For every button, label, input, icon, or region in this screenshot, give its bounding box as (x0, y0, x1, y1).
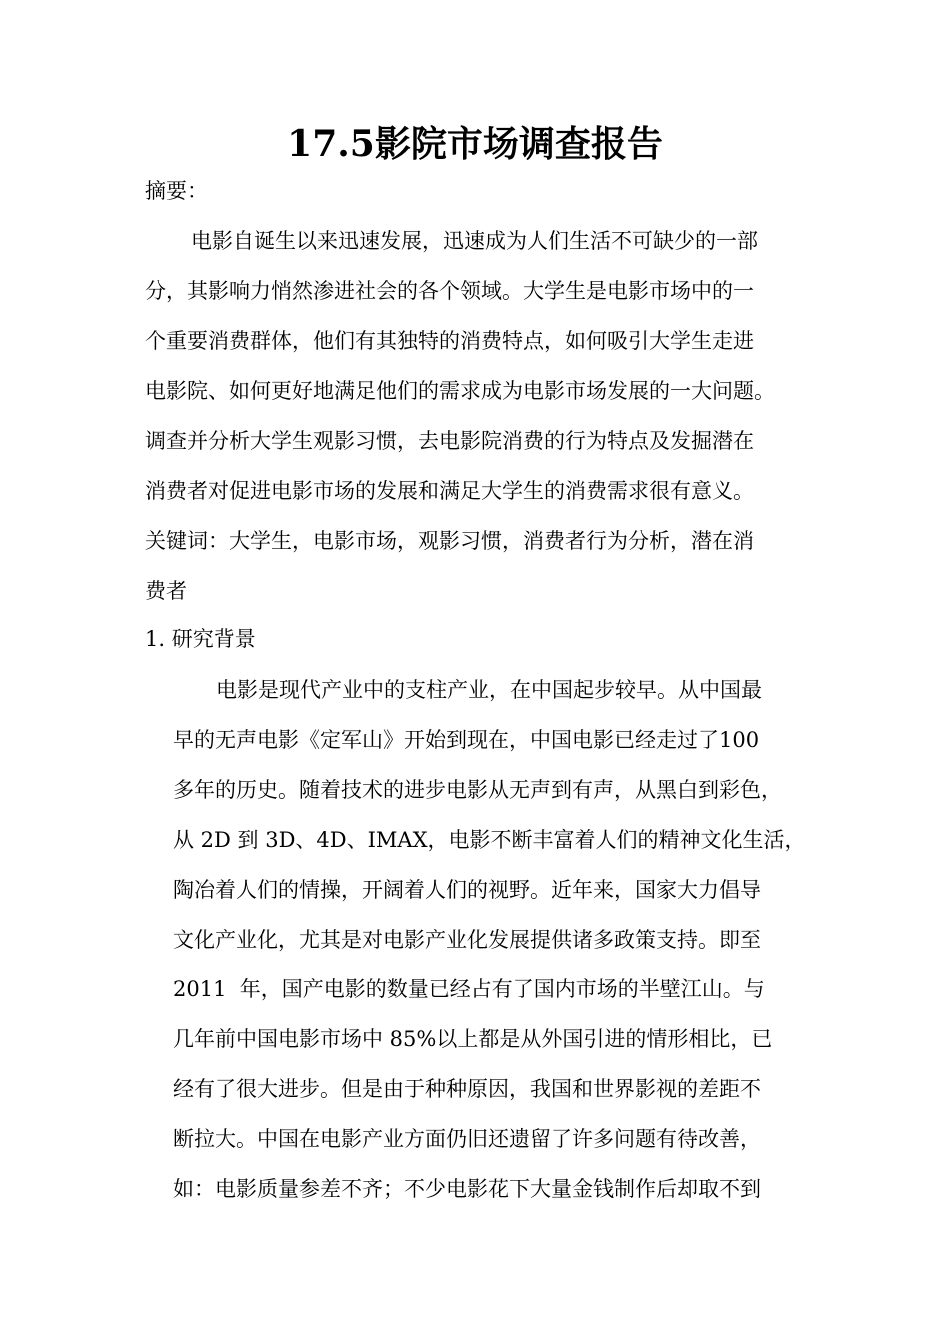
body-line: 陶冶着人们的情操，开阔着人们的视野。近年来，国家大力倡导 (173, 878, 761, 902)
body-line: 早的无声电影《定军山》开始到现在，中国电影已经走过了100 (173, 728, 760, 752)
section-heading: 1. 研究背景 (145, 627, 256, 651)
body-line: 文化产业化，尤其是对电影产业化发展提供诸多政策支持。即至 (173, 928, 761, 952)
body-line: 2011 年，国产电影的数量已经占有了国内市场的半壁江山。与 (173, 977, 765, 1001)
body-line: 经有了很大进步。但是由于种种原因，我国和世界影视的差距不 (173, 1077, 761, 1101)
keywords-line: 关键词：大学生，电影市场，观影习惯，消费者行为分析，潜在消 (145, 529, 754, 553)
body-line: 多年的历史。随着技术的进步电影从无声到有声，从黑白到彩色， (173, 778, 782, 802)
abstract-line: 分，其影响力悄然渗进社会的各个领域。大学生是电影市场中的一 (145, 279, 754, 303)
abstract-line: 电影自诞生以来迅速发展，迅速成为人们生活不可缺少的一部 (191, 229, 758, 253)
body-line: 从 2D 到 3D、4D、IMAX，电影不断丰富着人们的精神文化生活， (173, 828, 806, 852)
body-line: 断拉大。中国在电影产业方面仍旧还遗留了许多问题有待改善， (173, 1127, 761, 1151)
body-line: 几年前中国电影市场中 85%以上都是从外国引进的情形相比，已 (173, 1027, 773, 1051)
document-title: 17.5影院市场调查报告 (287, 123, 663, 165)
abstract-line: 个重要消费群体，他们有其独特的消费特点，如何吸引大学生走进 (145, 329, 754, 353)
body-line: 电影是现代产业中的支柱产业，在中国起步较早。从中国最 (216, 678, 762, 702)
abstract-line: 调查并分析大学生观影习惯，去电影院消费的行为特点及发掘潜在 (145, 429, 754, 453)
abstract-line: 电影院、如何更好地满足他们的需求成为电影市场发展的一大问题。 (145, 379, 775, 403)
keywords-line: 费者 (145, 579, 187, 603)
abstract-heading: 摘要： (145, 179, 208, 203)
abstract-line: 消费者对促进电影市场的发展和满足大学生的消费需求很有意义。 (145, 479, 754, 503)
body-line: 如：电影质量参差不齐；不少电影花下大量金钱制作后却取不到 (173, 1177, 761, 1201)
